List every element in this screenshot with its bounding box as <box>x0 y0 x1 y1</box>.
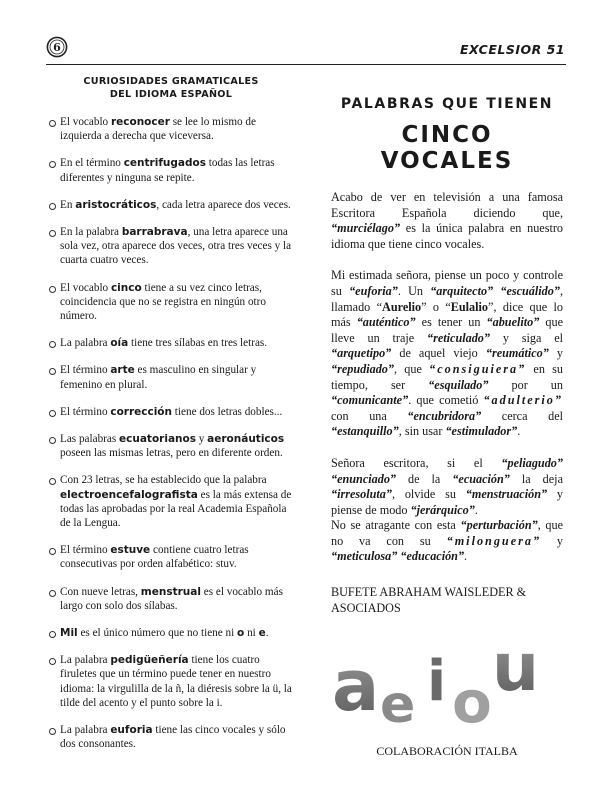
item-text: ni <box>244 627 259 640</box>
emphasized-word: “menstruación” <box>465 487 548 502</box>
list-item <box>48 198 294 212</box>
keyword: oía <box>110 337 129 350</box>
item-text: todas las letras diferentes y ninguna se repite. <box>60 157 275 184</box>
item-text: tiene las cinco vocales y sólo dos consonantes. <box>60 724 286 751</box>
emphasized-word: “perturbación” <box>460 518 538 533</box>
item-text: Con nueve letras, <box>60 585 141 598</box>
emphasized-word: “irresoluta” <box>331 487 392 502</box>
keyword: estuve <box>110 544 151 557</box>
emphasized-word: “escuálido” <box>500 283 560 298</box>
svg-text:6: 6 <box>53 41 61 54</box>
paragraph-text: cerca del <box>481 408 563 423</box>
vowel-o: o <box>452 668 492 728</box>
item-text: El término <box>60 364 111 377</box>
item-text: En la palabra <box>60 226 122 239</box>
keyword: electroencefalografista <box>60 488 198 501</box>
paragraph-text: , sin usar <box>398 424 446 439</box>
keyword: Mil <box>60 627 78 640</box>
paragraph-text: ”, dice que lo más <box>331 299 563 330</box>
emphasized-word: “educación” <box>400 549 465 564</box>
right-column <box>331 96 563 616</box>
emphasized-word: “jerárquico” <box>410 502 475 517</box>
paragraph-text: y siga el <box>489 330 563 345</box>
emphasized-word: “murciélago” <box>331 221 401 236</box>
emphasized-word: “milonguera” <box>446 533 542 548</box>
paragraph-text: y <box>541 533 564 548</box>
emphasized-word: “meticulosa” <box>331 549 398 564</box>
paragraph-text: Señora escritora, si el <box>331 455 502 470</box>
item-text: se lee lo mismo de izquierda a derecha que viceversa. <box>60 116 256 143</box>
keyword: barrabrava <box>121 226 188 239</box>
list-item <box>48 115 294 143</box>
vowel-i: i <box>427 649 447 714</box>
vowel-u: u <box>492 630 539 706</box>
paragraph-text: y piense de modo <box>331 487 563 517</box>
right-title-2: CINCO VOCALES <box>380 122 514 174</box>
item-text: La palabra <box>60 724 111 737</box>
emphasized-word: “peliagudo” <box>501 455 563 470</box>
emphasized-word: “reticulado” <box>427 330 490 345</box>
emphasized-word: “estanquillo” <box>331 424 399 439</box>
item-text: es el único número que no tiene ni <box>77 627 238 640</box>
emphasized-word: Eulalio <box>450 299 489 314</box>
item-text: Las palabras <box>60 433 120 446</box>
emphasized-word: “adulterio” <box>483 393 563 408</box>
paragraph-text: . <box>517 424 521 439</box>
paragraph-3 <box>331 456 563 518</box>
emphasized-word: “comunicante” <box>331 393 409 408</box>
keyword: e <box>258 627 266 640</box>
item-text: contiene cuatro letras consecutivas por orden alfabético: stuv. <box>60 544 249 571</box>
paragraph-text: que lleve un traje <box>331 315 563 345</box>
item-text: tiene los cuatro firuletes que un término puede tener en nuestro idioma: la virgulilla de la ñ, la diéresis sobre la ü, la tilde del acento y el punto sobre la i. <box>60 654 292 709</box>
item-text: es el vocablo más largo con solo dos sílabas. <box>60 585 283 612</box>
list-item <box>48 653 294 710</box>
list-item <box>48 585 294 613</box>
list-item <box>48 363 294 391</box>
item-text: y <box>195 433 208 446</box>
vowels-graphic <box>330 630 564 728</box>
vowel-a: a <box>332 645 380 727</box>
paragraph-text: con una <box>331 408 408 423</box>
paragraph-text: , que no va con su <box>331 518 563 548</box>
item-text: El vocablo <box>60 281 111 294</box>
item-text: tiene dos letras dobles... <box>172 405 283 418</box>
keyword: ecuatorianos <box>119 433 196 446</box>
keyword: corrección <box>110 405 172 418</box>
paragraph-text: . <box>474 502 478 517</box>
keyword: aeronáuticos <box>207 433 285 446</box>
item-text: . <box>265 627 269 640</box>
paragraph-text: en su tiempo, ser <box>331 361 563 392</box>
paragraph-2 <box>331 268 563 440</box>
item-text: En <box>60 198 76 211</box>
item-text: , una letra aparece una sola vez, otra aparece dos veces, otra tres veces y la cuarta cuatro veces. <box>60 226 292 267</box>
item-text: El término <box>60 544 111 557</box>
paragraph-text: Mi estimada señora, piense un poco y controle su <box>331 268 563 298</box>
emphasized-word: “reumático” <box>485 346 549 361</box>
paragraph-text: . <box>464 549 468 564</box>
item-text: En el término <box>60 157 124 170</box>
emphasized-word: “repudiado” <box>331 361 394 376</box>
item-text: poseen las mismas letras, pero en diferente orden. <box>60 447 283 460</box>
item-text: El término <box>60 405 111 418</box>
item-text: es masculino en singular y femenino en plural. <box>60 364 257 391</box>
circled-6-logo-icon <box>46 36 68 58</box>
list-item <box>48 473 294 530</box>
keyword: o <box>237 627 245 640</box>
emphasized-word: “ecuación” <box>452 471 510 486</box>
paragraph-text: . que cometió <box>408 393 484 408</box>
list-item <box>48 405 294 419</box>
list-item <box>48 336 294 350</box>
emphasized-word: “arquetipo” <box>331 346 392 361</box>
paragraph-1 <box>331 190 563 252</box>
emphasized-word: “abuelito” <box>486 315 540 330</box>
keyword: euforia <box>110 724 153 737</box>
left-title-line1: CURIOSIDADES GRAMATICALES <box>83 76 259 87</box>
item-text: Con 23 letras, se ha establecido que la palabra <box>60 474 267 487</box>
list-item <box>48 626 294 640</box>
left-title <box>48 76 294 101</box>
list-item <box>48 723 294 751</box>
emphasized-word: Aurelio <box>382 299 422 314</box>
paragraph-text: No se atragante con esta <box>331 518 461 533</box>
paragraph-text: y <box>548 346 564 361</box>
item-text: La palabra <box>60 337 111 350</box>
emphasized-word: “consiguiera” <box>429 361 527 376</box>
paragraph-text: por un <box>488 377 563 392</box>
list-item <box>48 225 294 268</box>
paragraph-text: de la <box>396 471 453 486</box>
curiosities-list <box>48 115 294 752</box>
paragraph-text: ” o “ <box>421 299 451 314</box>
emphasized-word: “euforia” <box>349 283 398 298</box>
header-title: EXCELSIOR 51 <box>459 42 565 57</box>
right-title-1: PALABRAS QUE TIENEN <box>340 96 554 112</box>
paragraph-text: de aquel viejo <box>391 346 486 361</box>
keyword: cinco <box>110 281 142 294</box>
emphasized-word: “estimulador” <box>445 424 518 439</box>
keyword: aristocráticos <box>75 198 157 211</box>
paragraph-text: . Un <box>397 283 431 298</box>
paragraph-text: , olvide su <box>391 487 466 502</box>
keyword: centrifugados <box>123 157 206 170</box>
left-title-line2: DEL IDIOMA ESPAÑOL <box>109 88 233 100</box>
paragraph-text: es la única palabra en nuestro idioma que tiene cinco vocales. <box>331 221 563 251</box>
emphasized-word: “auténtico” <box>356 315 416 330</box>
list-item <box>48 281 294 324</box>
item-text: El vocablo <box>60 116 111 128</box>
paragraph-text: , que <box>393 361 430 376</box>
signature: BUFETE ABRAHAM WAISLEDER & ASOCIADOS <box>331 585 527 615</box>
emphasized-word: “encubridora” <box>407 408 482 423</box>
emphasized-word: “arquitecto” <box>430 283 494 298</box>
list-item <box>48 543 294 571</box>
emphasized-word: “esquilado” <box>428 377 489 392</box>
paragraph-4 <box>331 518 563 565</box>
item-text: tiene a su vez cinco letras, coincidencia que no se registra en ningún otro número. <box>60 281 266 323</box>
collaboration-credit: COLABORACIÓN ITALBA <box>376 744 518 758</box>
left-column <box>48 76 294 765</box>
paragraph-text: la deja <box>509 471 563 486</box>
list-item <box>48 156 294 184</box>
paragraph-text: , llamado “ <box>331 283 564 314</box>
item-text: es la más extensa de todas las aprobadas por la real Academia Española de la Lengua. <box>60 488 292 530</box>
keyword: pedigüeñería <box>110 654 189 667</box>
item-text: tiene tres sílabas en tres letras. <box>128 337 268 350</box>
item-text: La palabra <box>60 654 111 667</box>
list-item <box>48 432 294 460</box>
paragraph-text: Acabo de ver en televisión a una famosa Escritora Española diciendo que, <box>331 190 563 220</box>
vowel-e: e <box>380 675 416 728</box>
keyword: arte <box>110 364 135 377</box>
item-text: , cada letra aparece dos veces. <box>156 198 291 211</box>
keyword: menstrual <box>140 585 201 598</box>
paragraph-text: es tener un <box>415 315 487 330</box>
header-rule <box>46 64 566 65</box>
keyword: reconocer <box>110 116 170 128</box>
emphasized-word: “enunciado” <box>331 471 397 486</box>
